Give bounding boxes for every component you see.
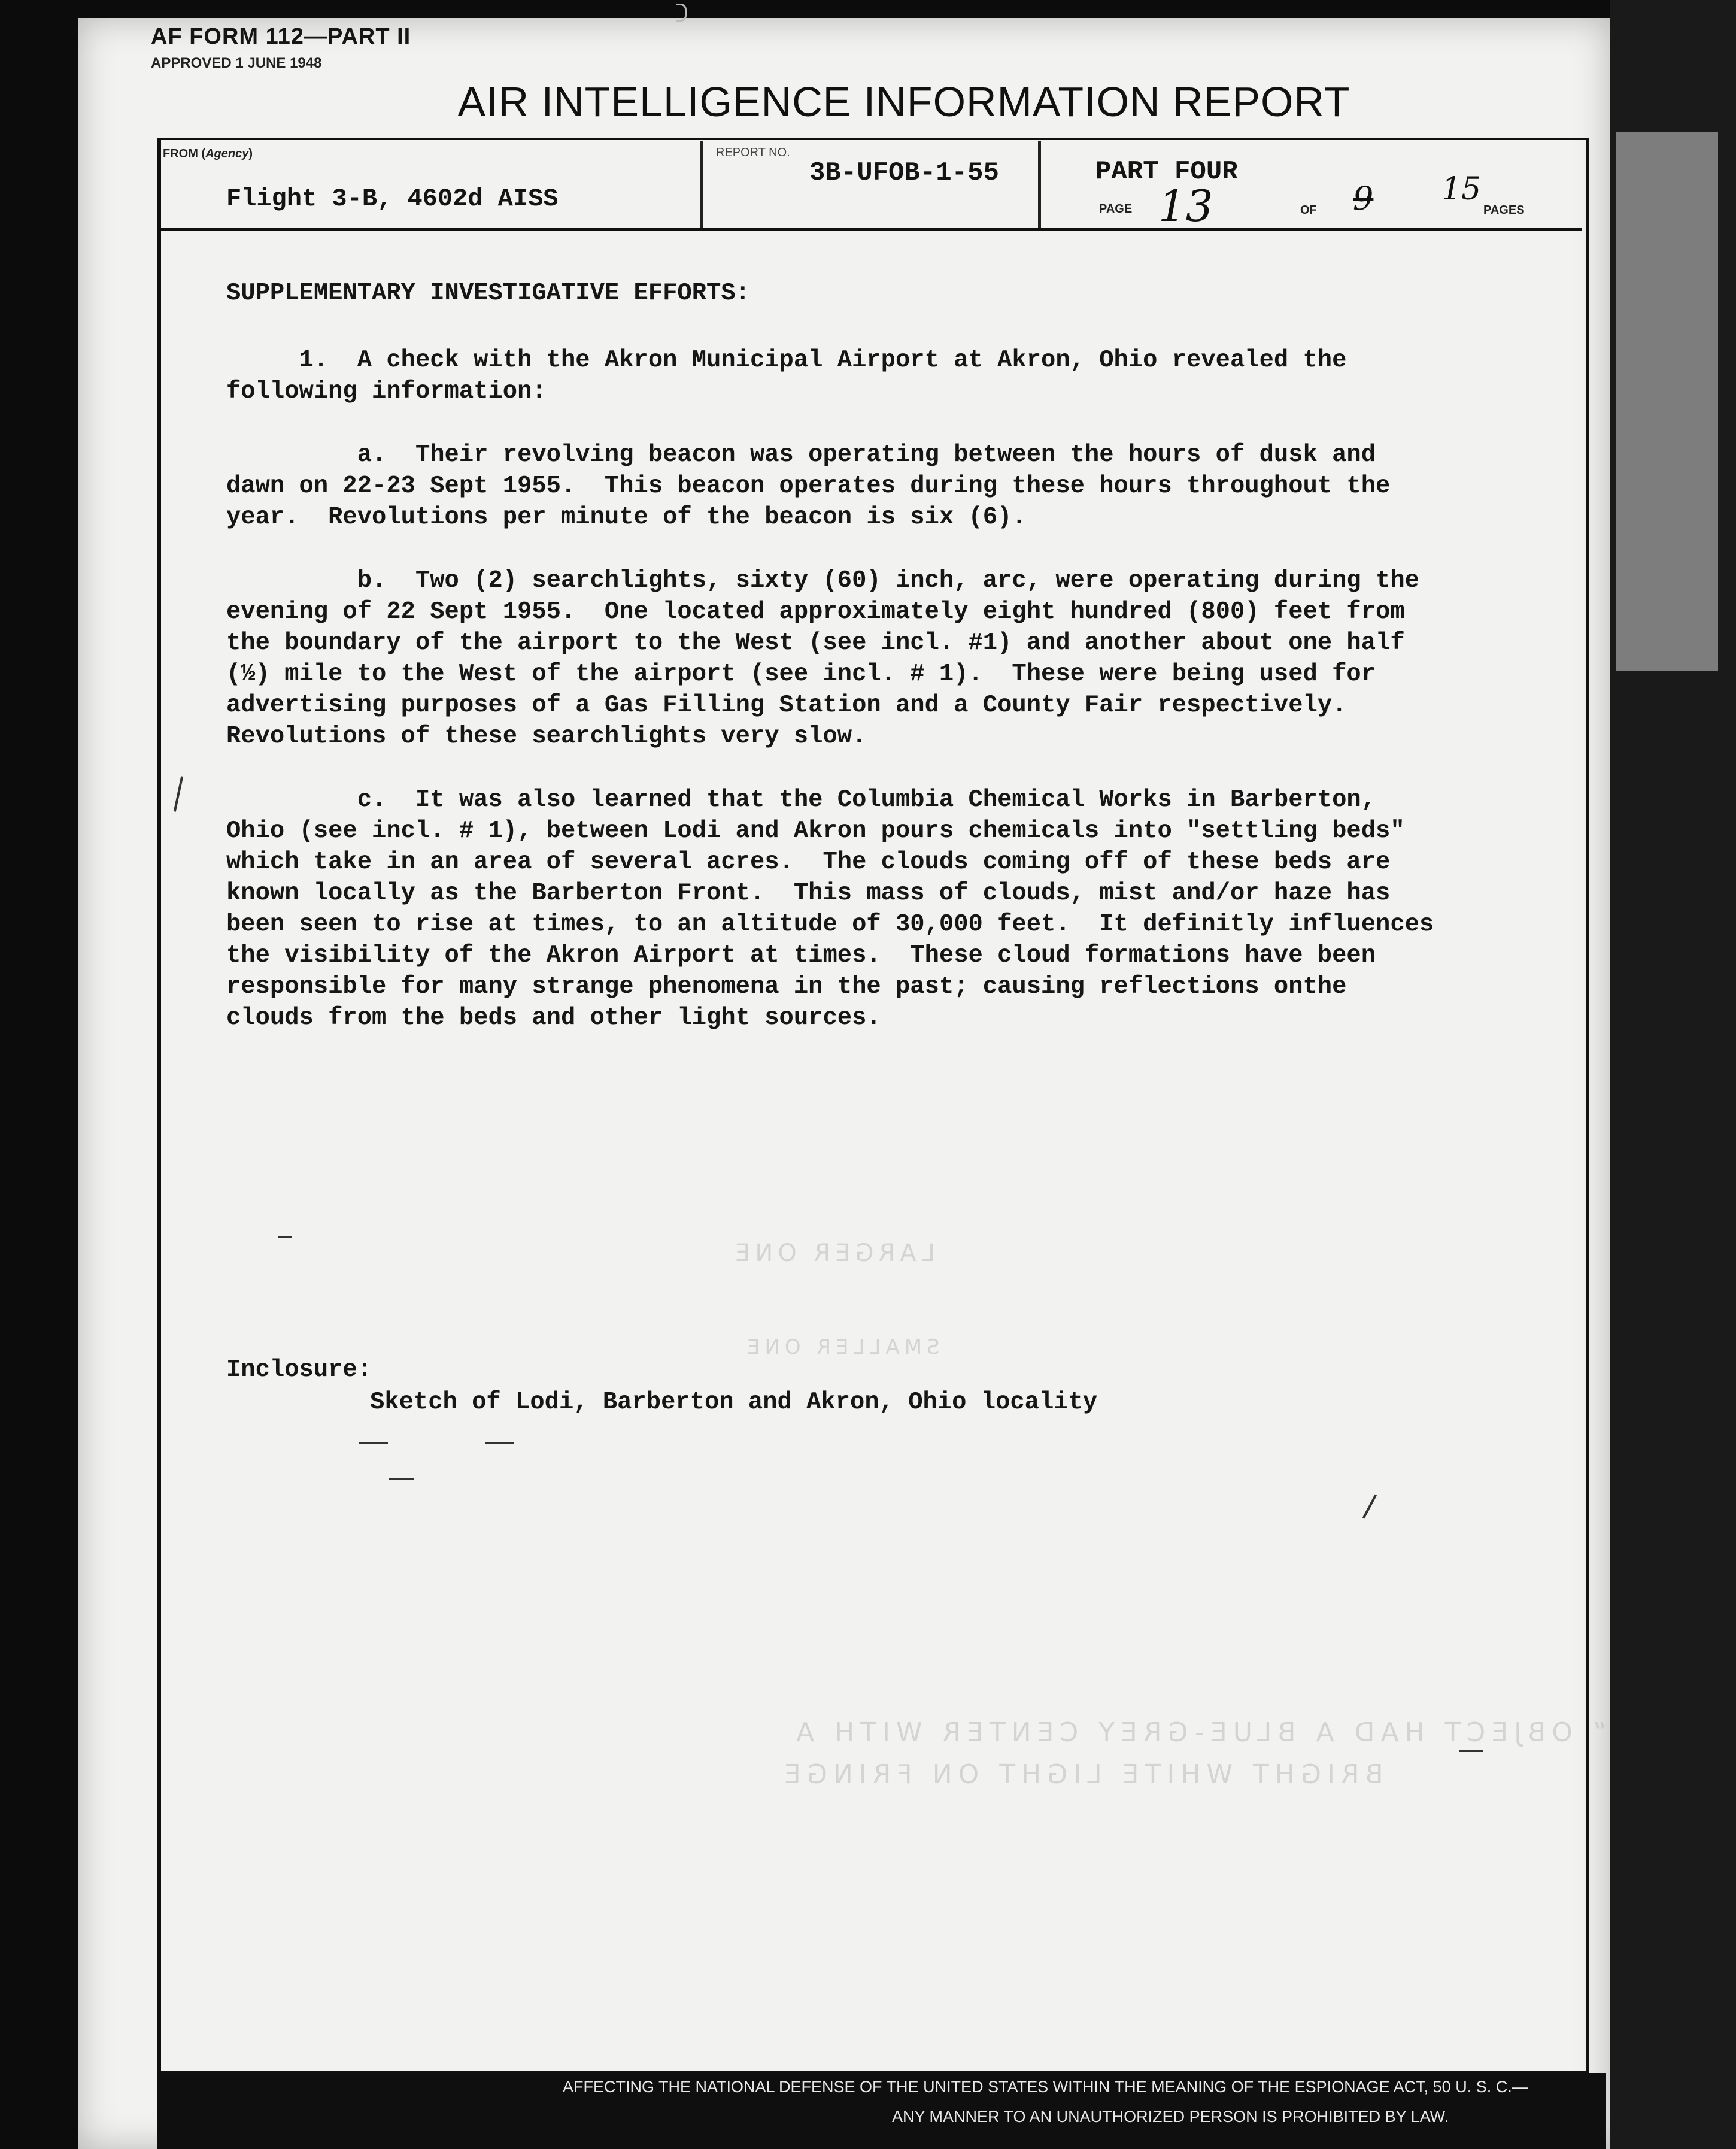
page-number: 13 [1158,181,1213,231]
section-heading: SUPPLEMENTARY INVESTIGATIVE EFFORTS: [226,280,750,307]
stray-mark [278,1236,292,1238]
report-no-label: REPORT NO. [716,146,790,159]
of-label: OF [1300,204,1317,217]
stray-mark [359,1442,388,1444]
header-divider [1038,141,1041,228]
disclosure-notice: ANY MANNER TO AN UNAUTHORIZED PERSON IS PROHIBITED BY LAW. [892,2108,1449,2126]
header-divider [700,141,703,228]
stray-mark [1459,1750,1483,1752]
from-agency-value: Flight 3-B, 4602d AISS [226,184,559,213]
report-title: AIR INTELLIGENCE INFORMATION REPORT [457,78,1350,125]
enclosure-label: Inclosure: [226,1356,372,1384]
bleed-through-text: LARGER ONE [730,1239,935,1267]
from-label: FROM (Agency) [163,147,253,160]
paragraph-c: c. It was also learned that the Columbia Chemical Works in Barberton, Ohio (see incl. # 1), between Lodi and Akron pours chemicals into "settling beds" which take in an area of several acres. The clouds coming off of these beds are known locally as the Barberton Front. This mass of clouds, mist and/or haze has been seen to rise at times, to an altitude of 30,000 feet. It definitly influences the visibility of the Akron Airport at times. These cloud formations have been responsible for many strange phenomena in the past; causing reflections onthe clouds from the beds and other light sources. [226,786,1434,1032]
form-approval-date: APPROVED 1 JUNE 1948 [151,55,322,71]
total-pages-struck: 9 [1353,180,1374,217]
total-pages: 15 [1441,171,1482,207]
paragraph-a: a. Their revolving beacon was operating between the hours of dusk and dawn on 22-23 Sept 1955. This beacon operates during these hours throughout the year. Revolutions per minute of the beacon is six (6). [226,441,1391,531]
bleed-through-text: BRIGHT WHITE LIGHT ON FRINGE [778,1759,1383,1790]
stray-mark [485,1442,514,1444]
page-label: PAGE [1099,202,1133,216]
stray-mark [389,1478,414,1480]
part-value: PART FOUR [1095,157,1238,187]
enclosure-text: Sketch of Lodi, Barberton and Akron, Ohio locality [370,1389,1098,1416]
bleed-through-text: SMALLER ONE [742,1335,940,1359]
paragraph-1: 1. A check with the Akron Municipal Airport at Akron, Ohio revealed the following information: [226,347,1347,405]
form-id: AF FORM 112—PART II [151,24,411,49]
adjacent-page-ghost [1616,132,1718,671]
espionage-notice: AFFECTING THE NATIONAL DEFENSE OF THE UNITED STATES WITHIN THE MEANING OF THE ESPIONAGE ACT, 50 U. S. C.— [563,2078,1528,2096]
pages-label: PAGES [1483,204,1525,217]
paragraph-b: b. Two (2) searchlights, sixty (60) inch, arc, were operating during the evening of 22 Sept 1955. One located approximately eight hundred (800) feet from the boundary of the airport to the West (see incl. #1) and another about one half (½) mile to the West of the airport (see incl. # 1). These were being used for advertising purposes of a Gas Filling Station and a County Fair respectively. Revolutions of these searchlights very slow. [226,567,1419,750]
bleed-through-text: “ OBJECT HAD A BLUE-GREY CENTER WITH A [790,1717,1607,1748]
report-number: 3B-UFOB-1-55 [809,158,999,188]
scan-artifact [676,4,687,22]
